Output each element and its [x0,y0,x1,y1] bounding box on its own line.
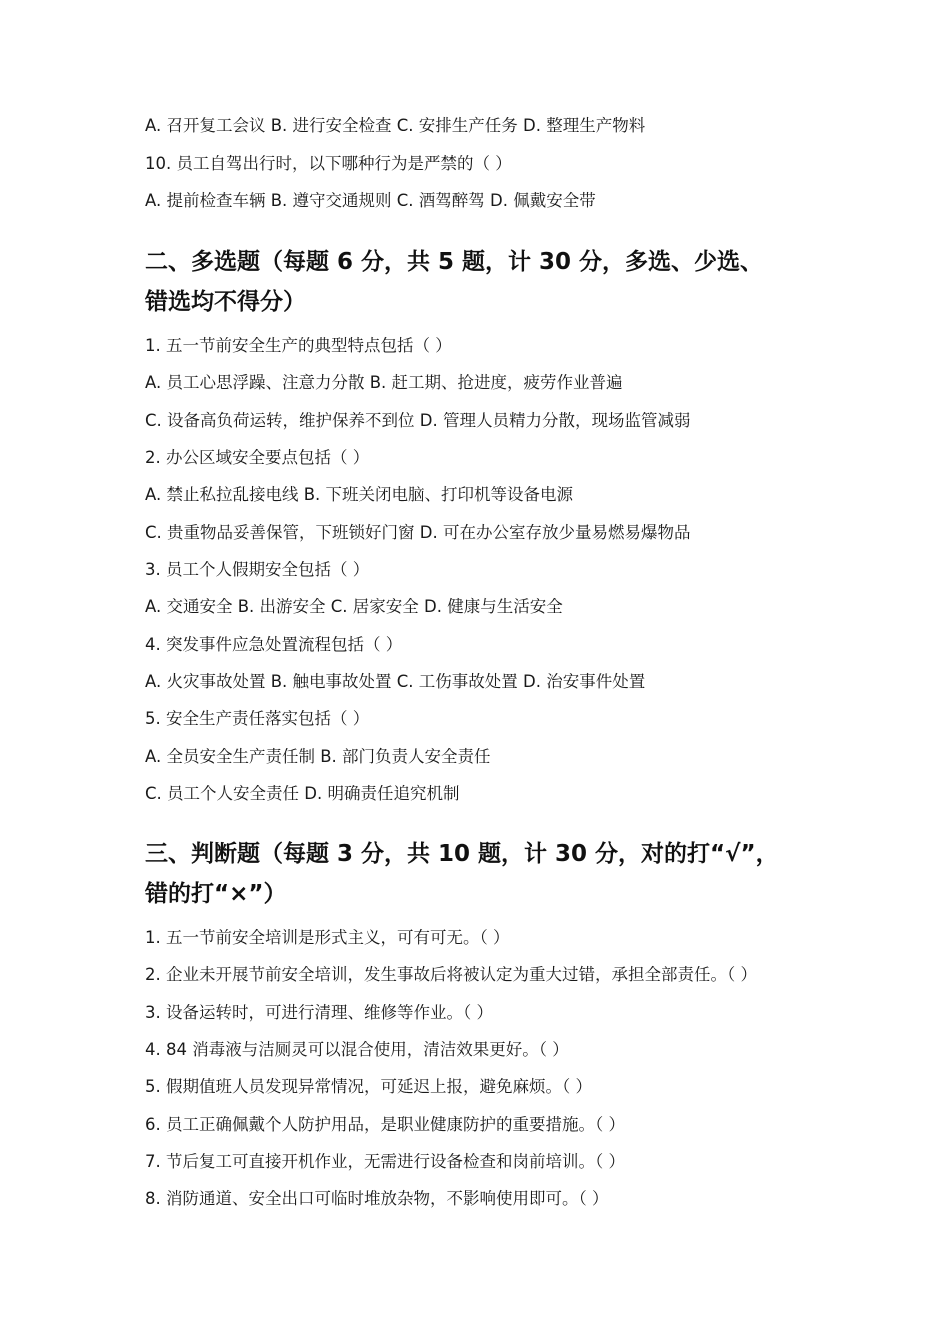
multi-q1-options-ab: A. 员工心思浮躁、注意力分散 B. 赶工期、抢进度，疲劳作业普遍 [145,373,623,392]
multi-q2: 2. 办公区域安全要点包括（ ） [145,448,370,467]
multi-q1-options-cd: C. 设备高负荷运转，维护保养不到位 D. 管理人员精力分散，现场监管减弱 [145,411,691,430]
multi-q5-options-cd: C. 员工个人安全责任 D. 明确责任追究机制 [145,784,460,803]
multi-q4-options: A. 火灾事故处置 B. 触电事故处置 C. 工伤事故处置 D. 治安事件处置 [145,672,646,691]
section3-heading-line2: 错的打“×”） [145,881,287,907]
multi-q3: 3. 员工个人假期安全包括（ ） [145,560,370,579]
judge-q3: 3. 设备运转时，可进行清理、维修等作业。（ ） [145,1003,493,1022]
q10-options: A. 提前检查车辆 B. 遵守交通规则 C. 酒驾醉驾 D. 佩戴安全带 [145,191,596,210]
section2-heading-line2: 错选均不得分） [145,289,306,315]
multi-q4: 4. 突发事件应急处置流程包括（ ） [145,635,403,654]
section3-heading-line1: 三、判断题（每题 3 分，共 10 题，计 30 分，对的打“√”， [145,841,779,867]
multi-q3-options: A. 交通安全 B. 出游安全 C. 居家安全 D. 健康与生活安全 [145,597,563,616]
judge-q1: 1. 五一节前安全培训是形式主义，可有可无。（ ） [145,928,510,947]
judge-q4: 4. 84 消毒液与洁厕灵可以混合使用，清洁效果更好。（ ） [145,1040,569,1059]
multi-q2-options-cd: C. 贵重物品妥善保管，下班锁好门窗 D. 可在办公室存放少量易燃易爆物品 [145,523,691,542]
judge-q8: 8. 消防通道、安全出口可临时堆放杂物，不影响使用即可。（ ） [145,1189,609,1208]
judge-q7: 7. 节后复工可直接开机作业，无需进行设备检查和岗前培训。（ ） [145,1152,625,1171]
multi-q1: 1. 五一节前安全生产的典型特点包括（ ） [145,336,452,355]
judge-q5: 5. 假期值班人员发现异常情况，可延迟上报，避免麻烦。（ ） [145,1077,592,1096]
q10-question: 10. 员工自驾出行时，以下哪种行为是严禁的（ ） [145,154,512,173]
judge-q6: 6. 员工正确佩戴个人防护用品，是职业健康防护的重要措施。（ ） [145,1115,625,1134]
q9-options: A. 召开复工会议 B. 进行安全检查 C. 安排生产任务 D. 整理生产物料 [145,116,646,135]
multi-q5-options-ab: A. 全员安全生产责任制 B. 部门负责人安全责任 [145,747,491,766]
section2-heading-line1: 二、多选题（每题 6 分，共 5 题，计 30 分，多选、少选、 [145,249,764,275]
multi-q5: 5. 安全生产责任落实包括（ ） [145,709,370,728]
multi-q2-options-ab: A. 禁止私拉乱接电线 B. 下班关闭电脑、打印机等设备电源 [145,485,574,504]
judge-q2: 2. 企业未开展节前安全培训，发生事故后将被认定为重大过错，承担全部责任。（ ） [145,965,757,984]
